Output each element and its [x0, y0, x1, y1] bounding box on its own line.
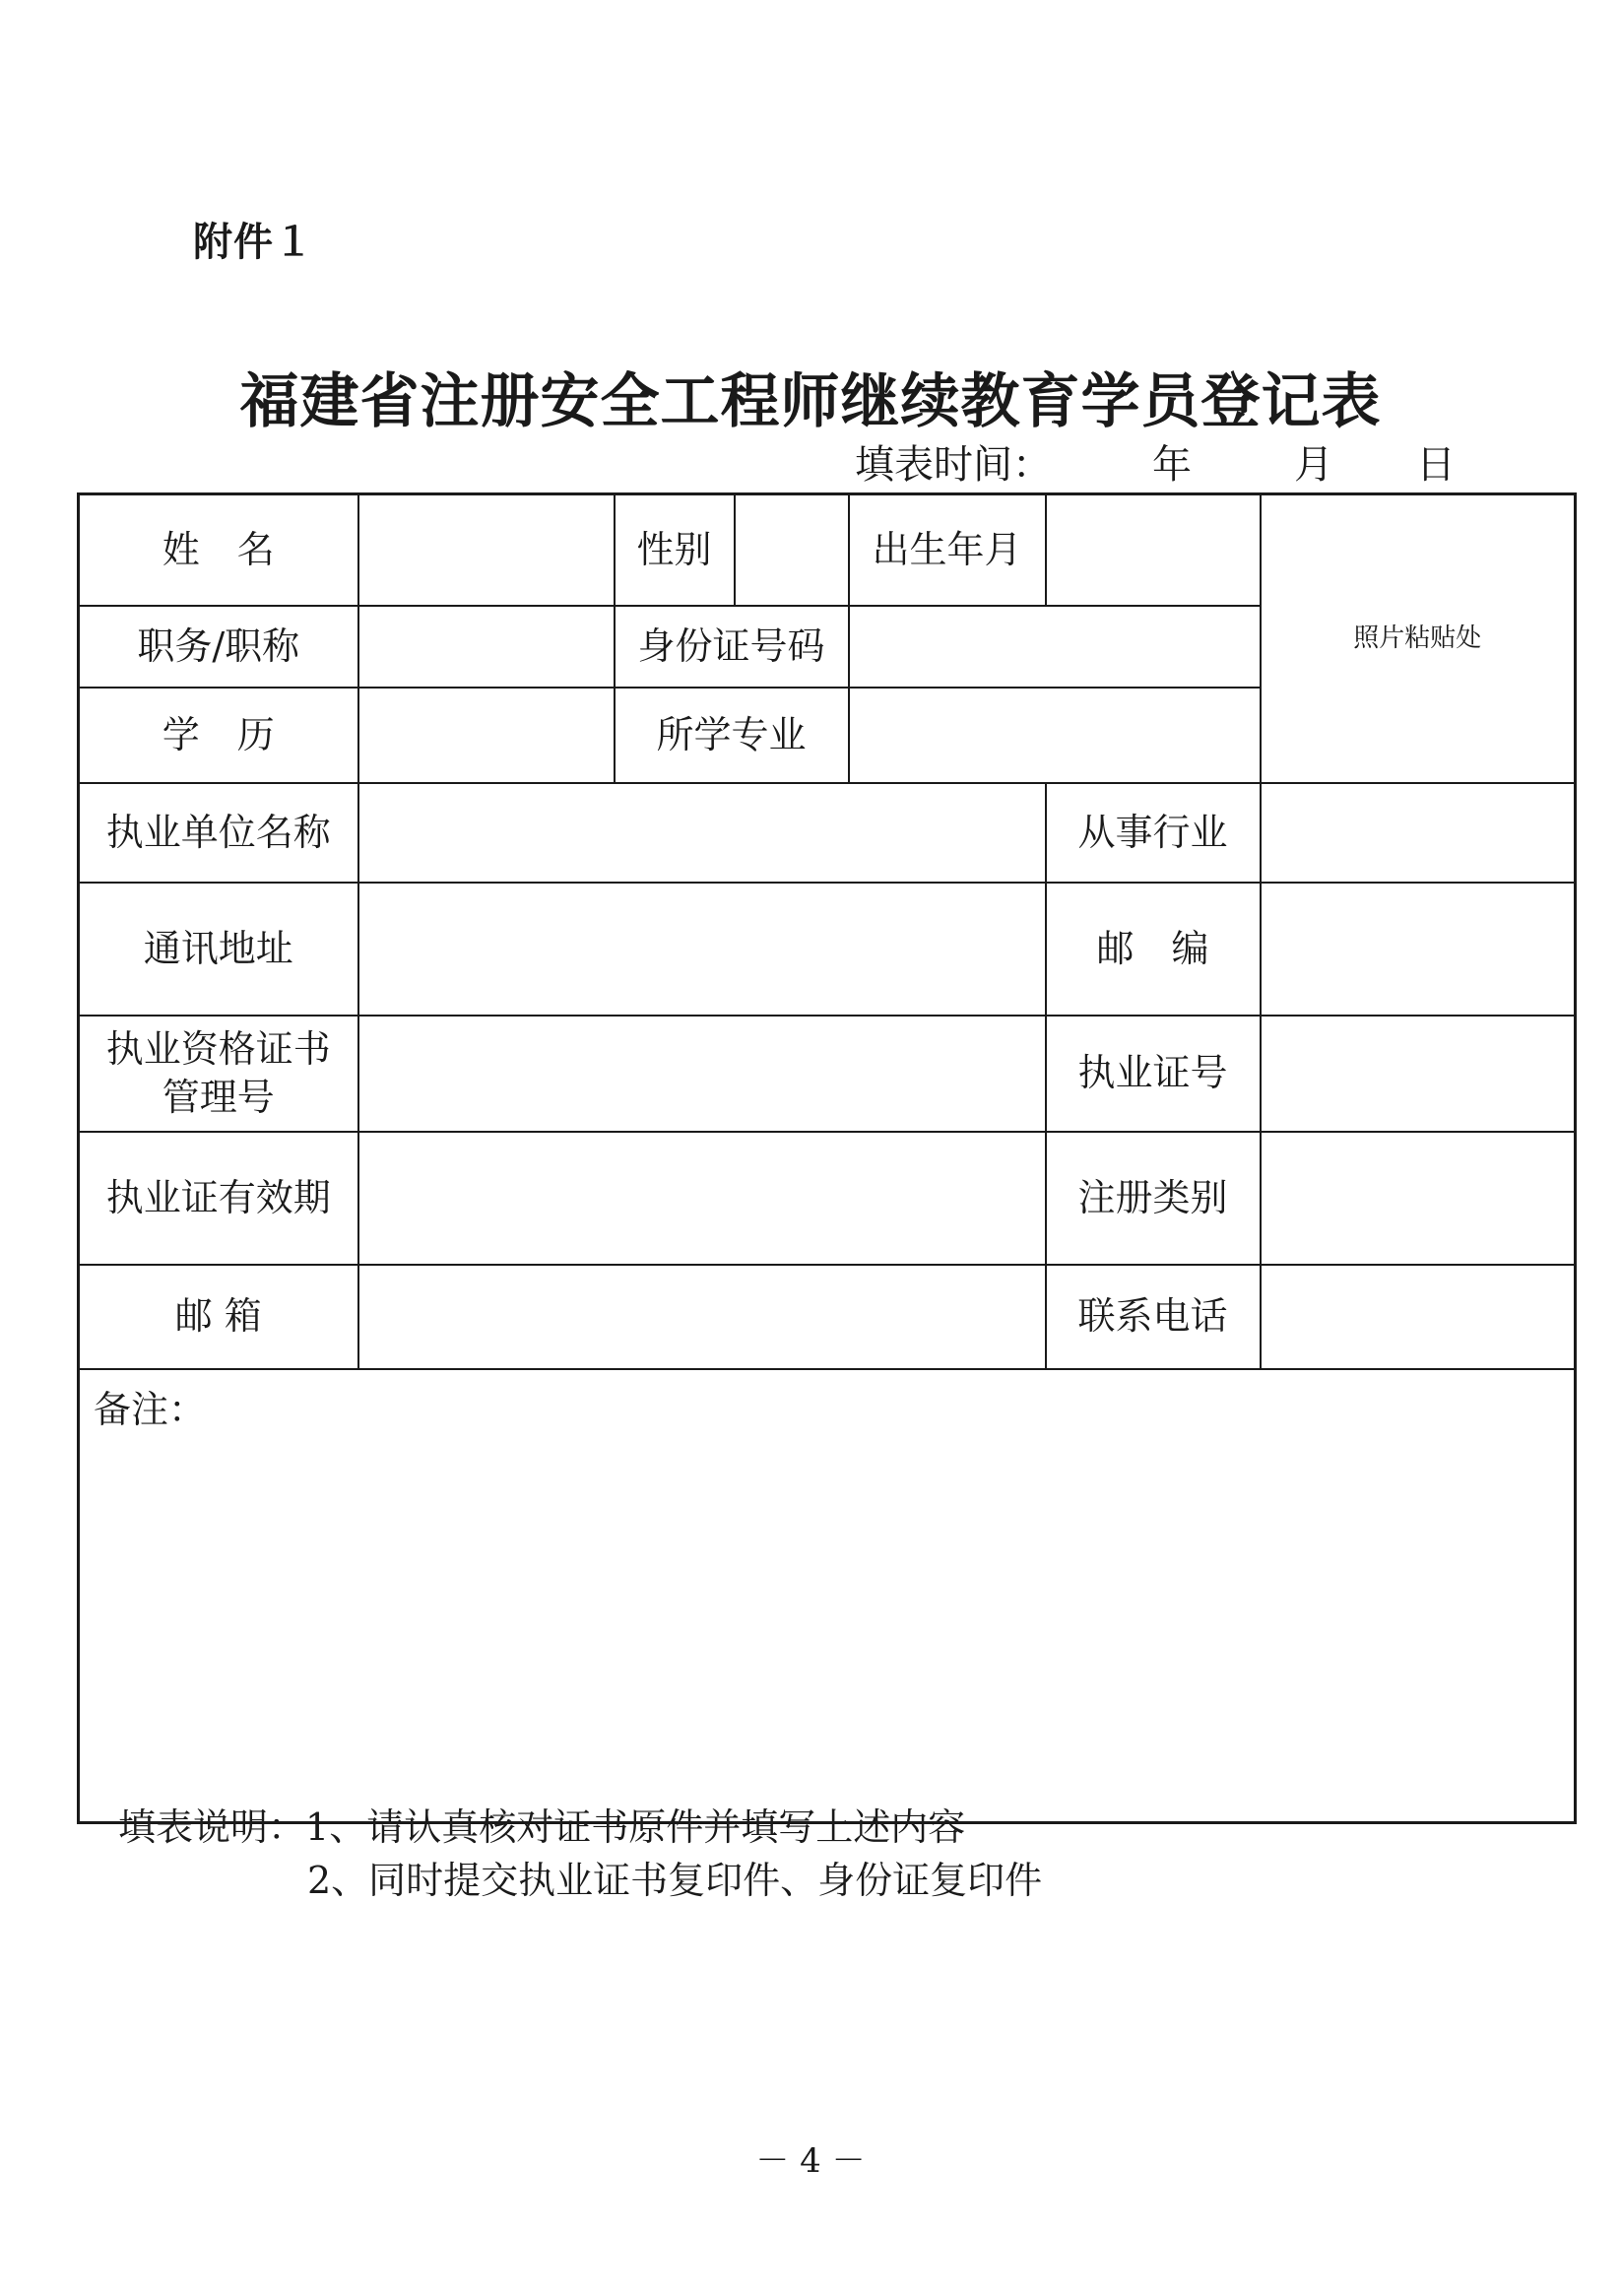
cert-management-label	[79, 1016, 358, 1132]
major-label: 所学专业	[615, 688, 849, 783]
license-number-label: 执业证号	[1046, 1016, 1261, 1132]
title-value-cell[interactable]	[358, 606, 615, 688]
id-number-value-cell[interactable]	[849, 606, 1261, 688]
instructions-item-2: 2、同时提交执业证书复印件、身份证复印件	[307, 1859, 1043, 1902]
phone-value-cell[interactable]	[1261, 1265, 1576, 1369]
gender-value-cell[interactable]	[735, 494, 849, 607]
birth-label: 出生年月	[849, 494, 1046, 607]
gender-label: 性别	[615, 494, 735, 607]
instructions-line-1	[118, 1801, 1042, 1854]
instructions	[118, 1801, 1042, 1907]
industry-label: 从事行业	[1046, 783, 1261, 883]
phone-label: 联系电话	[1046, 1265, 1261, 1369]
title-label: 职务/职称	[79, 606, 358, 688]
fill-date-label: 填表时间：	[855, 442, 1052, 488]
id-number-label: 身份证号码	[615, 606, 849, 688]
education-label: 学 历	[79, 688, 358, 783]
name-label: 姓 名	[79, 494, 358, 607]
education-value-cell[interactable]	[358, 688, 615, 783]
cert-management-label-line1: 执业资格证书	[105, 1026, 331, 1071]
registration-type-label: 注册类别	[1046, 1132, 1261, 1265]
birth-value-cell[interactable]	[1046, 494, 1261, 607]
photo-placeholder[interactable]: 照片粘贴处	[1261, 494, 1576, 784]
fill-date-month: 月	[1294, 442, 1333, 488]
industry-value-cell[interactable]	[1261, 783, 1576, 883]
address-value-cell[interactable]	[358, 883, 1046, 1016]
postcode-value-cell[interactable]	[1261, 883, 1576, 1016]
email-label: 邮 箱	[79, 1265, 358, 1369]
employer-value-cell[interactable]	[358, 783, 1046, 883]
email-value-cell[interactable]	[358, 1265, 1046, 1369]
license-number-value-cell[interactable]	[1261, 1016, 1576, 1132]
instructions-prefix: 填表说明：	[118, 1805, 306, 1849]
registration-type-value-cell[interactable]	[1261, 1132, 1576, 1265]
postcode-label: 邮 编	[1046, 883, 1261, 1016]
major-value-cell[interactable]	[849, 688, 1261, 783]
instructions-item-1: 1、请认真核对证书原件并填写上述内容	[305, 1805, 966, 1849]
name-value-cell[interactable]	[358, 494, 615, 607]
employer-label: 执业单位名称	[79, 783, 358, 883]
remarks-cell[interactable]	[79, 1369, 1576, 1823]
validity-value-cell[interactable]	[358, 1132, 1046, 1265]
registration-form-table	[77, 492, 1577, 1824]
instructions-line-2	[118, 1854, 1042, 1907]
page-number: － 4 －	[755, 2141, 866, 2181]
fill-date-day: 日	[1416, 442, 1456, 488]
cert-management-label-line2: 管理号	[162, 1076, 275, 1119]
address-label: 通讯地址	[79, 883, 358, 1016]
cert-management-value-cell[interactable]	[358, 1016, 1046, 1132]
validity-label: 执业证有效期	[79, 1132, 358, 1265]
page-title: 福建省注册安全工程师继续教育学员登记表	[239, 367, 1382, 436]
attachment-label: 附件１	[193, 219, 314, 265]
remarks-label: 备注：	[94, 1388, 207, 1431]
fill-date-year: 年	[1152, 442, 1192, 488]
